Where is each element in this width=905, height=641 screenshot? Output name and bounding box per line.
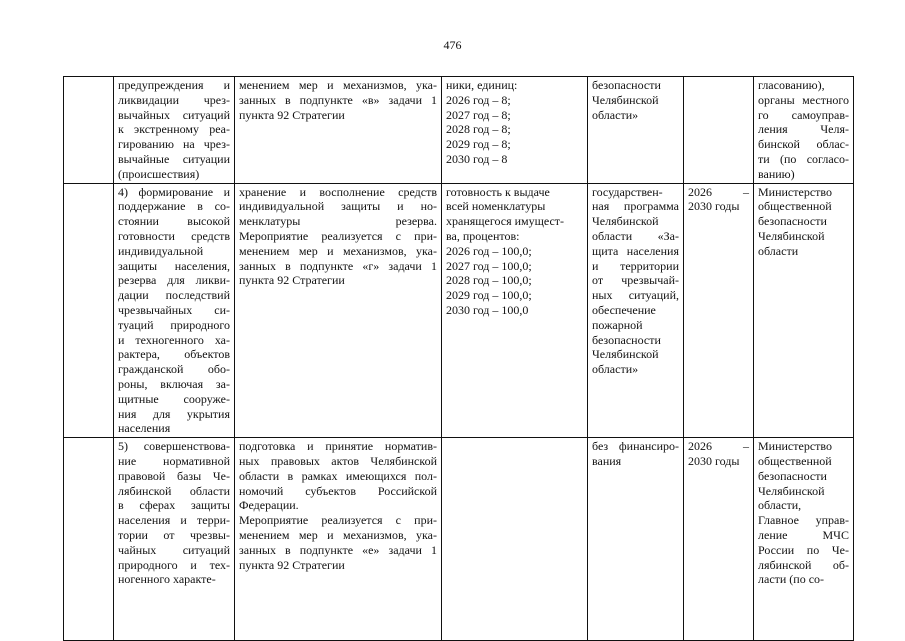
cell-line: пункта 92 Стратегии — [239, 107, 345, 122]
cell-line: ласти (по со- — [758, 572, 825, 587]
cell-line: Челябинской — [758, 228, 825, 243]
task-cell — [114, 183, 235, 438]
period-cell — [684, 438, 754, 641]
cell-line: предупреждения и — [118, 78, 230, 92]
cell-line: населения — [118, 421, 171, 436]
cell-line: хранящегося имущест- — [446, 214, 565, 229]
cell-line: гированию на чрез- — [118, 137, 230, 152]
cell-line: индивидуальной — [118, 243, 204, 258]
cell-line: 2026 год – 100,0; — [446, 243, 532, 258]
cell-line: гласованию), — [758, 78, 825, 92]
cell-line: (происшествия) — [118, 166, 200, 181]
funding-cell — [588, 77, 684, 184]
cell-line: пожарной — [592, 317, 643, 332]
cell-line: ных ситуаций, — [592, 288, 679, 303]
cell-line: менением мер и механизмов, ука- — [239, 243, 437, 258]
cell-line: ния для укрытия — [118, 406, 230, 421]
cell-line: ники, единиц: — [446, 78, 518, 92]
cell-line: 2026 – — [688, 184, 749, 199]
cell-line: безопасности — [758, 214, 827, 229]
cell-line: области «За- — [592, 228, 679, 243]
number-cell — [64, 77, 114, 184]
cell-line: 2027 год – 100,0; — [446, 258, 532, 273]
cell-line: стоянии высокой — [118, 214, 230, 229]
cell-line: Министерство — [758, 439, 832, 454]
cell-line: без финансиро- — [592, 439, 679, 454]
cell-line: индивидуальной защиты и но- — [239, 199, 437, 214]
number-cell — [64, 438, 114, 641]
cell-line: готовности средств — [118, 228, 230, 243]
funding-cell — [588, 438, 684, 641]
cell-line: области, — [758, 498, 802, 513]
measure-cell — [235, 77, 442, 184]
cell-line: Челябинской — [592, 347, 659, 362]
responsible-cell — [754, 438, 854, 641]
cell-line: чайных ситуаций — [118, 542, 230, 557]
cell-line: к экстренному реа- — [118, 122, 230, 137]
cell-line: области» — [592, 107, 639, 122]
cell-line: пункта 92 Стратегии — [239, 273, 345, 288]
indicator-cell — [442, 438, 588, 641]
cell-line: 4) формирование и — [118, 184, 230, 199]
responsible-cell — [754, 77, 854, 184]
cell-line: обеспечение — [592, 302, 656, 317]
cell-line: 2030 год – 100,0 — [446, 302, 529, 317]
cell-line: ных правовых актов Челябинской — [239, 453, 437, 468]
cell-line: безопасности — [592, 332, 661, 347]
cell-line: вычайные ситуации — [118, 151, 230, 166]
cell-line: ная программа — [592, 199, 679, 214]
indicator-cell — [442, 77, 588, 184]
cell-line: гражданской обо- — [118, 362, 230, 377]
table-row — [64, 183, 854, 438]
cell-line: России по Че- — [758, 542, 849, 557]
cell-line: 2029 год – 100,0; — [446, 288, 532, 303]
cell-line: занных в подпункте «г» задачи 1 — [239, 258, 437, 273]
cell-line: вания — [592, 453, 622, 468]
cell-line: ления Челя- — [758, 122, 849, 137]
cell-line: правовой базы Че- — [118, 468, 230, 483]
cell-line: поддержание в со- — [118, 199, 230, 214]
cell-line: населения и терри- — [118, 513, 230, 528]
cell-line: безопасности — [592, 78, 661, 92]
task-cell — [114, 77, 235, 184]
cell-line: области» — [592, 362, 639, 377]
measure-cell — [235, 183, 442, 438]
cell-line: природного и тех- — [118, 557, 230, 572]
cell-line: ние нормативной — [118, 453, 230, 468]
cell-line: 2026 – — [688, 439, 749, 454]
cell-line: безопасности — [758, 468, 827, 483]
cell-line: номочий субъектов Российской — [239, 483, 437, 498]
cell-line: менением мер и механизмов, ука- — [239, 78, 437, 92]
page-number: 476 — [443, 38, 462, 52]
cell-line: ва, процентов: — [446, 228, 520, 243]
cell-line: 2028 год – 8; — [446, 122, 511, 137]
cell-line: ногенного характе- — [118, 572, 216, 587]
cell-line: бинской облас- — [758, 137, 849, 152]
cell-line: Челябинской — [592, 92, 659, 107]
cell-line: вычайных ситуаций — [118, 107, 230, 122]
cell-line: 2027 год – 8; — [446, 107, 511, 122]
cell-line: области — [758, 243, 799, 258]
cell-line: дации последствий — [118, 288, 230, 303]
cell-line: всей номенклатуры — [446, 199, 546, 214]
cell-line: защиты населения, — [118, 258, 230, 273]
cell-line: органы местного — [758, 92, 849, 107]
cell-line: государствен- — [592, 184, 663, 199]
cell-line: ликвидации чрез- — [118, 92, 230, 107]
cell-line: подготовка и принятие норматив- — [239, 439, 437, 454]
cell-line: туаций природного — [118, 317, 230, 332]
cell-line: 2030 годы — [688, 199, 740, 214]
cell-line: пункта 92 Стратегии — [239, 557, 345, 572]
cell-line: щита населения — [592, 243, 679, 258]
cell-line: менклатуры резерва. — [239, 214, 437, 229]
cell-line: от чрезвычай- — [592, 273, 679, 288]
cell-line: резерва для ликви- — [118, 273, 230, 288]
period-cell — [684, 183, 754, 438]
table-row — [64, 438, 854, 641]
cell-line: Челябинской — [592, 214, 659, 229]
cell-line: и техногенного ха- — [118, 332, 230, 347]
cell-line: Главное управ- — [758, 513, 849, 528]
task-cell — [114, 438, 235, 641]
cell-line: готовность к выдаче — [446, 184, 550, 199]
cell-line: в сферах защиты — [118, 498, 230, 513]
cell-line: области в рамках имеющихся пол- — [239, 468, 437, 483]
measure-cell — [235, 438, 442, 641]
cell-line: общественной — [758, 199, 832, 214]
cell-line: лябинской об- — [758, 557, 849, 572]
cell-line: хранение и восполнение средств — [239, 184, 437, 199]
cell-line: 5) совершенствова- — [118, 439, 230, 454]
funding-cell — [588, 183, 684, 438]
cell-line: го самоуправ- — [758, 107, 849, 122]
cell-line: Челябинской — [758, 483, 825, 498]
cell-line: ти (по согласо- — [758, 151, 849, 166]
cell-line: менением мер и механизмов, ука- — [239, 527, 437, 542]
cell-line: 2030 год – 8 — [446, 151, 508, 166]
cell-line: щитные сооруже- — [118, 391, 230, 406]
cell-line: 2030 годы — [688, 453, 740, 468]
period-cell — [684, 77, 754, 184]
cell-line: чрезвычайных си- — [118, 302, 230, 317]
cell-line: занных в подпункте «в» задачи 1 — [239, 92, 437, 107]
cell-line: ванию) — [758, 166, 795, 181]
cell-line: Мероприятие реализуется с при- — [239, 513, 437, 528]
cell-line: ление МЧС — [758, 527, 849, 542]
strategy-measures-table — [63, 76, 854, 641]
number-cell — [64, 183, 114, 438]
cell-line: занных в подпункте «е» задачи 1 — [239, 542, 437, 557]
indicator-cell — [442, 183, 588, 438]
cell-line: Федерации. — [239, 498, 299, 513]
cell-line: рактера, объектов — [118, 347, 230, 362]
cell-line: 2026 год – 8; — [446, 92, 511, 107]
cell-line: общественной — [758, 453, 832, 468]
cell-line: 2028 год – 100,0; — [446, 273, 532, 288]
responsible-cell — [754, 183, 854, 438]
cell-line: лябинской области — [118, 483, 230, 498]
cell-line: роны, включая за- — [118, 376, 230, 391]
cell-line: Министерство — [758, 184, 832, 199]
cell-line: 2029 год – 8; — [446, 137, 511, 152]
cell-line: тории от чрезвы- — [118, 527, 230, 542]
cell-line: и территории — [592, 258, 679, 273]
cell-line: Мероприятие реализуется с при- — [239, 228, 437, 243]
table-row — [64, 77, 854, 184]
